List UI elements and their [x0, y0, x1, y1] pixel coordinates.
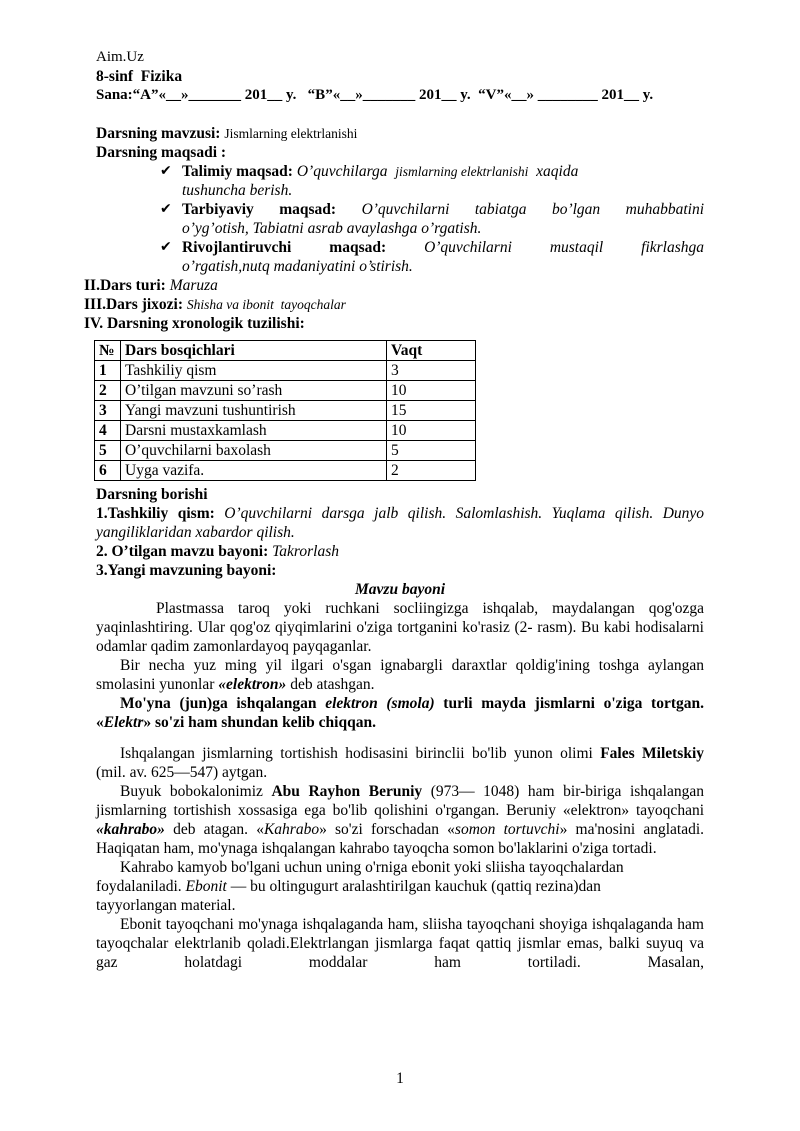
table-header-cell: №: [95, 341, 121, 361]
goals-label: Darsning maqsadi :: [96, 144, 227, 161]
date-line: Sana:“A”«__»_______ 201__ y. “B”«__»_______ 201__ y. “V”«__» ________ 201__ y.: [96, 87, 654, 103]
goal-item: ✔ Rivojlantiruvchi maqsad: O’quvchilarni mustaqil fikrlashga o’rgatish,nutq madaniyatini o’stirish.: [160, 239, 705, 275]
topic-value: Jismlarning elektrlanishi: [224, 126, 358, 141]
topic-label: Darsning mavzusi:: [96, 125, 221, 142]
table-header-row: [95, 341, 476, 361]
goal-label: Talimiy maqsad:: [182, 163, 293, 180]
section-1: 1.Tashkiliy qism: O’quvchilarni darsga jalb qilish. Salomlashish. Yuqlama qilish. Dunyo yangiliklaridan xabardor qilish.: [96, 505, 705, 541]
lesson-type-line: II.Dars turi: Maruza: [84, 277, 218, 294]
paragraph: Bir necha yuz ming yil ilgari o'sgan ignabargli daraxtlar qoldig'ining toshga aylangan smolasini yunonlar «elektron» deb atashgan.: [96, 657, 704, 693]
goal-label: Tarbiyaviy maqsad:: [182, 201, 337, 218]
site-name: Aim.Uz: [96, 49, 144, 65]
check-icon: ✔: [160, 163, 172, 179]
course-title: Darsning borishi: [96, 486, 208, 503]
paragraph: Ebonit tayoqchani mo'ynaga ishqalaganda ham, sliisha tayoqchani shoyiga ishqalaganda ham tayoqchalar elektrlanib qoladi.Elektrlangan jismlarga faqat qattiq jismlar emas, balki suyuq va gaz holatdagi moddalar ham tortiladi. Masalan,: [96, 916, 704, 971]
topic-line: [96, 124, 704, 143]
goal-item: ✔ Talimiy maqsad: O’quvchilarga jismlarning elektrlanishi xaqida tushuncha berish.: [160, 163, 579, 199]
section-3: 3.Yangi mavzuning bayoni:: [96, 562, 277, 579]
paragraph: Buyuk bobokalonimiz Abu Rayhon Beruniy (973— 1048) ham bir-biriga ishqalangan jismlarning tortishish xossasiga ega bo'lib qolishini o'rgangan. Beruniy «elektron» tayoqchani «kahrabo» deb atagan. «Kahrabo» so'zi forschadan «somon tortuvchi» ma'nosini anglatadi. Haqiqatan ham, mo'ynaga ishqalangan kahrabo tayoqcha somon bo'laklarini o'ziga tortadi.: [96, 783, 705, 857]
table-header-cell: Vaqt: [387, 341, 476, 361]
grade-subject: 8-sinf Fizika: [96, 68, 183, 85]
table-row: 5 O’quvchilarni baxolash 5: [95, 441, 476, 461]
table-row: 1 Tashkiliy qism 3: [95, 361, 476, 381]
lesson-plan-table: [94, 340, 476, 481]
check-icon: ✔: [160, 239, 172, 255]
table-row: 6 Uyga vazifa. 2: [95, 461, 476, 481]
table-row: 3 Yangi mavzuni tushuntirish 15: [95, 401, 476, 421]
document-page: [84, 48, 705, 972]
equipment-line: III.Dars jixozi: Shisha va ibonit tayoqchalar: [84, 296, 346, 313]
check-icon: ✔: [160, 201, 172, 217]
table-row: 2 O’tilgan mavzuni so’rash 10: [95, 381, 476, 401]
goal-label: Rivojlantiruvchi maqsad:: [182, 239, 387, 256]
table-row: 4 Darsni mustaxkamlash 10: [95, 421, 476, 441]
paragraph: Plastmassa taroq yoki ruchkani socliingizga ishqalab, maydalangan qog'ozga yaqinlashtiring. Ular qog'oz qiyqimlarini o'ziga tortganini ko'rasiz (2- rasm). Bu kabi hodisalarni odamlar qadim zamonlardayoq payqaganlar.: [96, 600, 704, 655]
table-header-cell: Dars bosqichlari: [121, 341, 387, 361]
topic-subtitle: Mavzu bayoni: [355, 581, 445, 598]
goal-item: ✔ Tarbiyaviy maqsad: O’quvchilarni tabiatga bo’lgan muhabbatini o’yg’otish, Tabiatni asrab avaylashga o’rgatish.: [160, 201, 705, 237]
paragraph: Ishqalangan jismlarning tortishish hodisasini birinclii bo'lib yunon olimi Fales Miletskiy (mil. av. 625—547) aytgan.: [96, 745, 704, 781]
paragraph: Mo'yna (jun)ga ishqalangan elektron (smola) turli mayda jismlarni o'ziga tortgan. «Elektr» so'zi ham shundan kelib chiqqan.: [96, 695, 704, 731]
page-number: 1: [396, 1070, 404, 1087]
structure-label: IV. Darsning xronologik tuzilishi:: [84, 315, 305, 332]
section-2: 2. O’tilgan mavzu bayoni: Takrorlash: [96, 543, 340, 560]
paragraph: Kahrabo kamyob bo'lgani uchun uning o'rniga ebonit yoki sliisha tayoqchalardan foydalaniladi. Ebonit — bu oltingugurt aralashtirilgan kauchuk (qattiq rezina)dan tayyorlangan material.: [96, 859, 624, 914]
